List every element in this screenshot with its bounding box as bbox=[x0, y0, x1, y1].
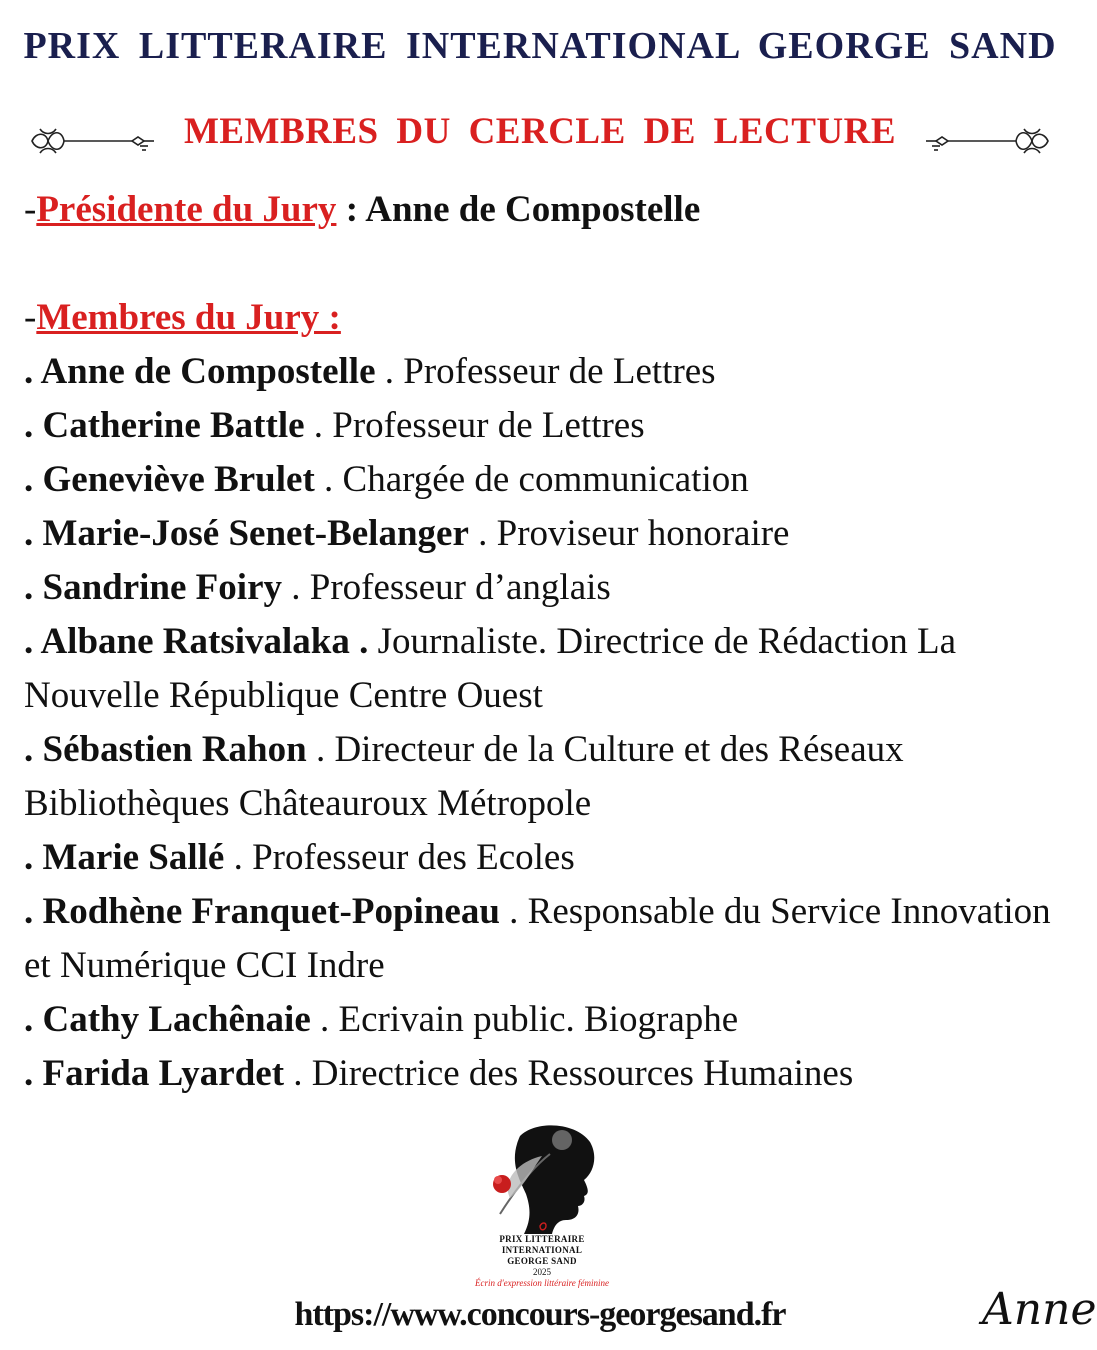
member-role: . Ecrivain public. Biographe bbox=[310, 999, 739, 1040]
logo-line-4: Écrin d'expression littéraire féminine bbox=[475, 1278, 609, 1288]
member-role: . Directeur de la Culture et des Réseaux Bibliothèques Châteauroux Métropole bbox=[24, 729, 904, 824]
list-item bbox=[24, 399, 1064, 453]
member-role: Journaliste. Directrice de Rédaction La Nouvelle République Centre Ouest bbox=[24, 621, 957, 716]
list-item bbox=[24, 615, 1064, 723]
member-name: . Cathy Lachênaie bbox=[24, 999, 311, 1040]
woman-profile-logo-icon bbox=[480, 1122, 604, 1234]
member-role: . Directrice des Ressources Humaines bbox=[284, 1053, 854, 1094]
member-role: . Responsable du Service Innovation et Numérique CCI Indre bbox=[24, 891, 1051, 986]
logo-caption bbox=[460, 1234, 624, 1289]
subtitle-row bbox=[0, 110, 1080, 166]
member-role: . Chargée de communication bbox=[314, 459, 749, 500]
president-label: Présidente du Jury bbox=[36, 189, 337, 230]
president-separator: : bbox=[336, 189, 366, 230]
president-prefix: - bbox=[24, 189, 37, 230]
list-item bbox=[24, 345, 1064, 399]
member-name: . Geneviève Brulet bbox=[24, 459, 315, 500]
member-role: . Proviseur honoraire bbox=[468, 513, 790, 554]
list-item bbox=[24, 507, 1064, 561]
logo-line-3: 2025 bbox=[533, 1267, 551, 1277]
prize-logo bbox=[460, 1122, 624, 1290]
member-role: . Professeur de Lettres bbox=[375, 351, 716, 392]
president-line bbox=[24, 183, 1064, 237]
logo-line-1: PRIX LITTERAIRE INTERNATIONAL bbox=[499, 1234, 585, 1255]
members-label: Membres du Jury : bbox=[36, 297, 341, 338]
list-item bbox=[24, 831, 1064, 885]
page-title: PRIX LITTERAIRE INTERNATIONAL GEORGE SAND bbox=[23, 25, 1057, 67]
member-role: . Professeur des Ecoles bbox=[224, 837, 575, 878]
member-name: . Albane Ratsivalaka . bbox=[24, 621, 378, 662]
website-url[interactable]: https://www.concours-georgesand.fr bbox=[294, 1296, 786, 1333]
member-name: . Sébastien Rahon bbox=[24, 729, 307, 770]
list-item bbox=[24, 561, 1064, 615]
member-role: . Professeur de Lettres bbox=[304, 405, 645, 446]
member-name: . Marie-José Senet-Belanger bbox=[24, 513, 469, 554]
logo-line-2: GEORGE SAND bbox=[507, 1256, 577, 1266]
list-item bbox=[24, 1047, 1064, 1101]
members-heading bbox=[24, 291, 1064, 345]
flourish-right-icon bbox=[922, 124, 1052, 158]
member-name: . Sandrine Foiry bbox=[24, 567, 282, 608]
member-name: . Catherine Battle bbox=[24, 405, 305, 446]
member-name: . Farida Lyardet bbox=[24, 1053, 285, 1094]
member-role: . Professeur d’anglais bbox=[282, 567, 611, 608]
jury-content bbox=[24, 183, 1064, 1101]
list-item bbox=[24, 723, 1064, 831]
signature: Anne bbox=[982, 1284, 1097, 1335]
list-item bbox=[24, 885, 1064, 993]
member-name: . Marie Sallé bbox=[24, 837, 225, 878]
members-prefix: - bbox=[24, 297, 37, 338]
member-name: . Rodhène Franquet-Popineau bbox=[24, 891, 500, 932]
section-subtitle: MEMBRES DU CERCLE DE LECTURE bbox=[183, 111, 897, 152]
list-item bbox=[24, 993, 1064, 1047]
member-name: . Anne de Compostelle bbox=[24, 351, 376, 392]
president-name: Anne de Compostelle bbox=[365, 189, 701, 230]
list-item bbox=[24, 453, 1064, 507]
